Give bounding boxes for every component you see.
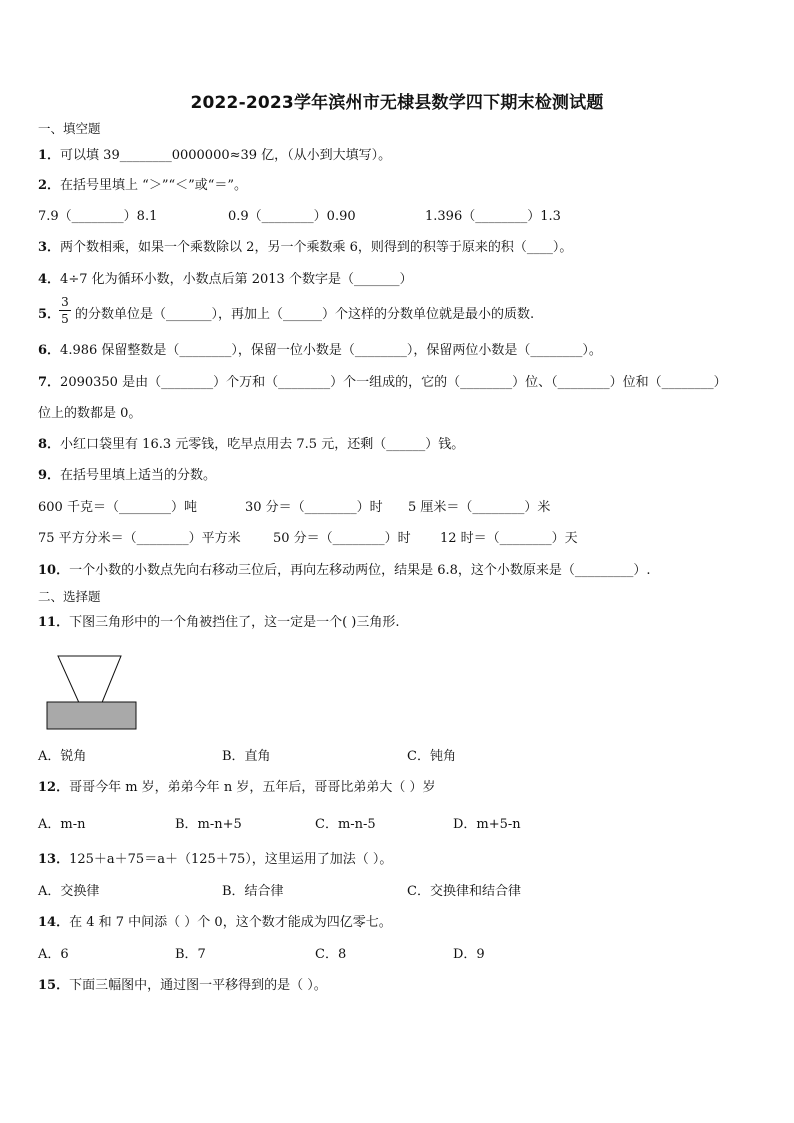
section-heading-multiple-choice: 二、选择题 (38, 589, 101, 604)
question-number: 15． (38, 978, 70, 993)
unit-conversion-item: 30 分＝（________）时 (245, 500, 383, 515)
unit-conversion-item: 75 平方分米＝（________）平方米 (38, 531, 241, 546)
option-b[interactable]: B．结合律 (222, 884, 284, 899)
option-a[interactable]: A．6 (38, 947, 69, 962)
compare-item-3: 1.396（________）1.3 (425, 209, 561, 224)
question-8 (38, 437, 464, 453)
question-text: 2090350 是由（________）个万和（________）个一组成的，它的（________）位、（________）位和（________） (60, 375, 727, 390)
option-b[interactable]: B．7 (175, 947, 206, 962)
occluding-rectangle (47, 702, 136, 729)
question-text: 在 4 和 7 中间添（ ）个 0，这个数才能成为四亿零七。 (69, 915, 392, 930)
question-number: 12． (38, 780, 70, 795)
question-number: 14． (38, 915, 70, 930)
fraction-denominator: 5 (61, 312, 69, 326)
question-number: 10． (38, 563, 70, 578)
question-1 (38, 148, 391, 164)
question-number: 9． (38, 468, 61, 483)
question-number: 6． (38, 343, 61, 358)
question-13 (38, 852, 392, 868)
option-d[interactable]: D．m+5-n (453, 817, 521, 832)
option-d[interactable]: D．9 (453, 947, 485, 962)
question-number: 11． (38, 615, 70, 630)
question-text: 4÷7 化为循环小数，小数点后第 2013 个数字是（_______） (60, 272, 413, 287)
triangle-left-side (58, 656, 121, 705)
question-7 (38, 375, 727, 391)
unit-conversion-item: 50 分＝（________）时 (273, 531, 411, 546)
option-c[interactable]: C．m-n-5 (315, 817, 376, 832)
fraction-three-fifths (57, 295, 73, 326)
question-text: 下图三角形中的一个角被挡住了，这一定是一个( )三角形. (69, 615, 400, 630)
question-number: 7． (38, 375, 61, 390)
question-number: 3． (38, 240, 61, 255)
compare-item-1: 7.9（________）8.1 (38, 209, 158, 224)
question-text: 两个数相乘，如果一个乘数除以 2，另一个乘数乘 6，则得到的积等于原来的积（____）。 (60, 240, 573, 255)
unit-conversion-item: 600 千克＝（________）吨 (38, 500, 197, 515)
question-number: 2． (38, 178, 61, 193)
question-text: 在括号里填上适当的分数。 (60, 468, 217, 483)
question-15 (38, 978, 327, 994)
question-6 (38, 343, 602, 359)
question-number: 5． (38, 307, 61, 322)
option-b[interactable]: B．直角 (222, 749, 271, 764)
question-text: 下面三幅图中，通过图一平移得到的是（ ）。 (69, 978, 327, 993)
question-text: 4.986 保留整数是（________），保留一位小数是（________），保留两位小数是（________）。 (60, 343, 602, 358)
page-title: 2022-2023学年滨州市无棣县数学四下期末检测试题 (190, 93, 604, 113)
question-text: 哥哥今年 m 岁，弟弟今年 n 岁，五年后，哥哥比弟弟大（ ）岁 (69, 780, 436, 795)
unit-conversion-item: 5 厘米＝（________）米 (408, 500, 551, 515)
triangle-occluded-figure (40, 650, 145, 735)
option-c[interactable]: C．8 (315, 947, 347, 962)
compare-item-2: 0.9（________）0.90 (228, 209, 356, 224)
question-number: 8． (38, 437, 61, 452)
question-10 (38, 563, 651, 579)
question-7-continued: 位上的数都是 0。 (38, 406, 142, 421)
question-text: 在括号里填上 “＞”“＜”或“＝”。 (60, 178, 248, 193)
unit-conversion-item: 12 时＝（________）天 (440, 531, 578, 546)
question-4 (38, 272, 412, 288)
option-a[interactable]: A．交换律 (38, 884, 100, 899)
question-14 (38, 915, 392, 931)
question-text: 125＋a＋75＝a＋（125＋75），这里运用了加法（ ）。 (69, 852, 393, 867)
question-2 (38, 178, 247, 194)
option-c[interactable]: C．交换律和结合律 (407, 884, 521, 899)
option-b[interactable]: B．m-n+5 (175, 817, 242, 832)
option-a[interactable]: A．m-n (38, 817, 86, 832)
fraction-numerator: 3 (61, 295, 69, 309)
question-text: 一个小数的小数点先向右移动三位后，再向左移动两位，结果是 6.8，这个小数原来是（_________）. (69, 563, 651, 578)
question-11 (38, 615, 400, 631)
question-text: 可以填 39________0000000≈39 亿，（从小到大填写）。 (60, 148, 392, 163)
question-number: 13． (38, 852, 70, 867)
question-3 (38, 240, 572, 256)
question-9 (38, 468, 216, 484)
question-5-text: 的分数单位是（_______），再加上（______）个这样的分数单位就是最小的质数. (75, 307, 535, 322)
question-12 (38, 780, 435, 796)
question-text: 小红口袋里有 16.3 元零钱，吃早点用去 7.5 元，还剩（______）钱。 (60, 437, 465, 452)
option-c[interactable]: C．钝角 (407, 749, 456, 764)
option-a[interactable]: A．锐角 (38, 749, 87, 764)
question-number: 4． (38, 272, 61, 287)
question-number: 1． (38, 148, 61, 163)
section-heading-fill-blank: 一、填空题 (38, 121, 101, 136)
